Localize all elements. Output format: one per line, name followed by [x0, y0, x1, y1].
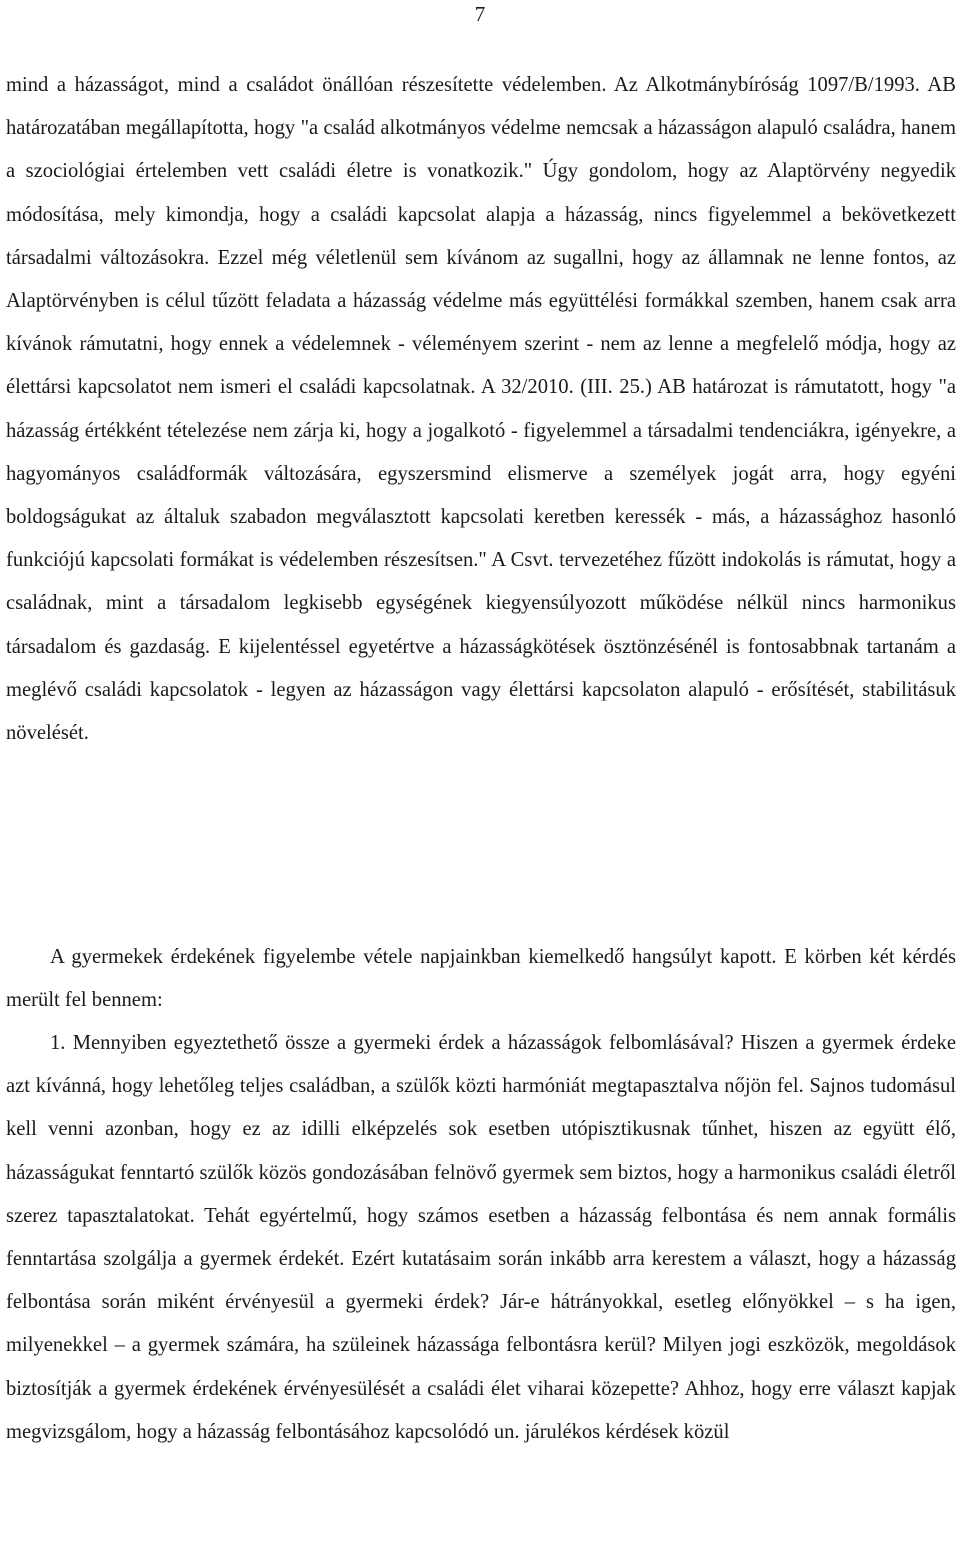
- body-paragraph: mind a házasságot, mind a családot önállóan részesítette védelemben. Az Alkotmánybíróság 1097/B/1993. AB határozatában megállapította, hogy "a család alkotmányos védelme nemcsak a házasságon alapuló családra, hanem a szociológiai értelemben vett családi életre is vonatkozik." Úgy gondolom, hogy az Alaptörvény negyedik módosítása, mely kimondja, hogy a családi kapcsolat alapja a házasság, nincs figyelemmel a bekövetkezett társadalmi változásokra. Ezzel még véletlenül sem kívánom az sugallni, hogy az államnak ne lenne fontos, az Alaptörvényben is célul tűzött feladata a házasság védelme más együttélési formákkal szemben, hanem csak arra kívánok rámutatni, hogy ennek a védelemnek - véleményem szerint - nem az lenne a megfelelő módja, hogy az élettársi kapcsolatot nem ismeri el családi kapcsolatnak. A 32/2010. (III. 25.) AB határozat is rámutatott, hogy "a házasság értékként tételezése nem zárja ki, hogy a jogalkotó - figyelemmel a társadalmi tendenciákra, igényekre, a hagyományos családformák változására, egyszersmind elismerve a személyek jogát arra, hogy egyéni boldogságukat az általuk szabadon megválasztott kapcsolati keretben keressék - más, a házassághoz hasonló funkciójú kapcsolati formákat is védelemben részesítsen." A Csvt. tervezetéhez fűzött indokolás is rámutat, hogy a családnak, mint a társadalom legkisebb egységének kiegyensúlyozott működése nélkül nincs harmonikus társadalom és gazdaság. E kijelentéssel egyetértve a házasságkötések ösztönzésénél is fontosabbnak tartanám a meglévő családi kapcsolatok - legyen az házasságon vagy élettársi kapcsolaton alapuló - erősítését, stabilitásuk növelését.: [6, 74, 956, 745]
- body-paragraph: A gyermekek érdekének figyelembe vétele napjainkban kiemelkedő hangsúlyt kapott. E körben két kérdés merült fel bennem:: [6, 946, 956, 1012]
- page-number: 7: [474, 2, 486, 26]
- body-paragraph: 1. Mennyiben egyeztethető össze a gyermeki érdek a házasságok felbomlásával? Hiszen a gyermek érdeke azt kívánná, hogy lehetőleg teljes családban, a szülők közti harmóniát megtapasztalva nőjön fel. Sajnos tudomásul kell venni azonban, hogy ez az idilli elképzelés sok esetben utópisztikusnak tűnhet, hiszen az együtt élő, házasságukat fenntartó szülők közös gondozásában felnövő gyermek sem biztos, hogy a harmonikus családi életről szerez tapasztalatokat. Tehát egyértelmű, hogy számos esetben a házasság felbontása és nem annak formális fenntartása szolgálja a gyermek érdekét. Ezért kutatásaim során inkább arra kerestem a választ, hogy a házasság felbontása során miként érvényesül a gyermeki érdek? Jár-e hátrányokkal, esetleg előnyökkel – s ha igen, milyenekkel – a gyermek számára, ha szüleinek házassága felbontásra kerül? Milyen jogi eszközök, megoldások biztosítják a gyermek érdekének érvényesülését a családi élet viharai közepette? Ahhoz, hogy erre választ kapjak megvizsgálom, hogy a házasság felbontásához kapcsolódó un. járulékos kérdések közül: [6, 1032, 956, 1443]
